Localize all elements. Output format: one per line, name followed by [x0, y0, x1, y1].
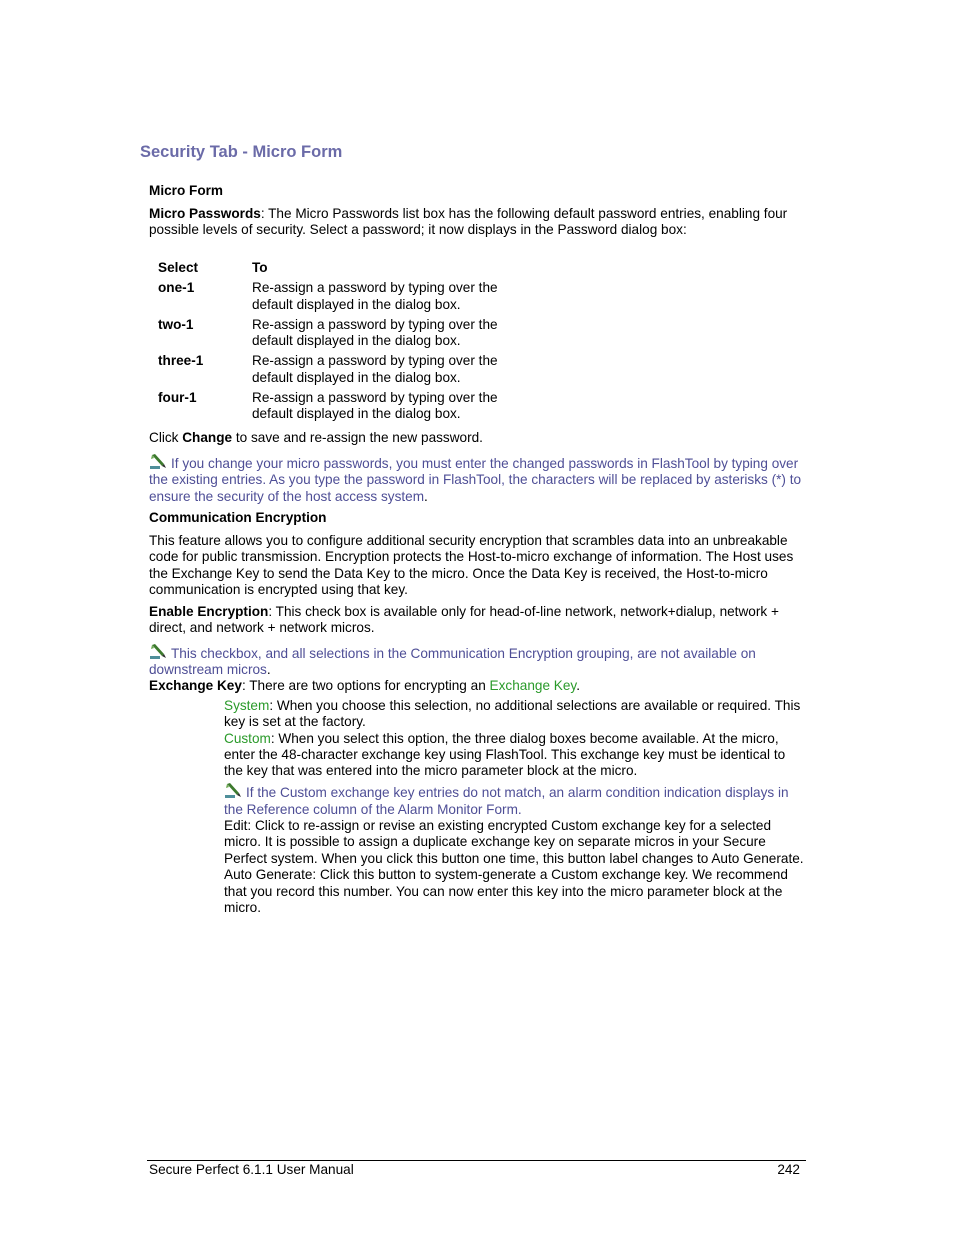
note-pen-icon	[149, 643, 168, 660]
custom-option	[224, 731, 804, 780]
exchange-key-text: : There are two options for encrypting an	[241, 678, 490, 693]
custom-link[interactable]: Custom	[224, 730, 271, 746]
system-link[interactable]: System	[224, 698, 270, 713]
enable-encryption-text: : This check box is available only for head-of-line network, network+dialup, network + direct, and network + network micros.	[149, 604, 779, 636]
table-row	[158, 390, 518, 423]
click-change-pre: Click	[149, 430, 183, 445]
micro-form-heading: Micro Form	[149, 183, 224, 198]
note-pen-icon	[149, 453, 168, 470]
password-table	[158, 260, 518, 423]
table-cell-select: one-1	[158, 280, 195, 296]
note-1-text: If you change your micro passwords, you must enter the changed passwords in FlashTool by typing over the existing entries. As you type the password in FlashTool, the characters will be replaced by asterisks (*) to ensure the security of the host access system	[149, 456, 802, 504]
exchange-key-end: .	[576, 678, 580, 693]
table-cell-select: two-1	[158, 316, 194, 332]
micro-passwords-text: : The Micro Passwords list box has the following default password entries, enabling four possible levels of security. Select a password; it now displays in the Password dialog box:	[149, 206, 788, 238]
enable-encryption-paragraph	[149, 604, 809, 637]
auto-generate-description: Auto Generate: Click this button to system-generate a Custom exchange key. We recommend that you record this number. You can now enter this key into the micro parameter block at the micro.	[224, 867, 788, 916]
note-3	[224, 782, 804, 818]
note-1-end: .	[424, 488, 428, 504]
exchange-key-paragraph	[149, 678, 809, 694]
table-cell-to: Re-assign a password by typing over the default displayed in the dialog box.	[252, 316, 498, 349]
table-cell-select: four-1	[158, 390, 197, 406]
note-1	[149, 453, 809, 505]
footer-manual-title: Secure Perfect 6.1.1 User Manual	[149, 1162, 354, 1177]
table-row	[158, 317, 518, 350]
table-header-select: Select	[158, 260, 199, 275]
system-option	[224, 698, 804, 731]
table-row	[158, 280, 518, 313]
table-header-row	[158, 260, 518, 276]
page-title: Security Tab - Micro Form	[140, 143, 343, 161]
communication-encryption-heading: Communication Encryption	[149, 510, 327, 525]
table-cell-to: Re-assign a password by typing over the default displayed in the dialog box.	[252, 280, 498, 312]
enable-encryption-label: Enable Encryption	[149, 604, 269, 619]
exchange-key-label: Exchange Key	[149, 678, 242, 693]
note-2-text: This checkbox, and all selections in the Communication Encryption grouping, are not available on downstream micros	[149, 646, 756, 678]
footer-divider	[147, 1160, 806, 1161]
edit-description: Edit: Click to re-assign or revise an existing encrypted Custom exchange key for a selected micro. It is possible to assign a duplicate exchange key on separate micros in your Secure Perfect system. When you click this button one time, this button label changes to Auto Generate.	[224, 818, 804, 866]
table-cell-select: three-1	[158, 353, 204, 369]
note-2-end: .	[266, 662, 271, 678]
note-2	[149, 643, 809, 679]
table-row	[158, 353, 518, 386]
click-change-post: to save and re-assign the new password.	[232, 430, 483, 445]
communication-encryption-paragraph: This feature allows you to configure additional security encryption that scrambles data into an unbreakable code for public transmission. Encryption protects the Host-to-micro exchange of information. The Host uses the Exchange Key to send the Data Key to the micro. Once the Data Key is received, the Host-to-micro communication is encrypted using that key.	[149, 533, 794, 597]
table-header-to: To	[252, 260, 268, 275]
exchange-key-link[interactable]: Exchange Key	[489, 678, 577, 693]
table-cell-to: Re-assign a password by typing over the default displayed in the dialog box.	[252, 353, 498, 385]
note-pen-icon	[224, 782, 243, 799]
exchange-key-options	[224, 698, 804, 916]
change-button-ref: Change	[182, 430, 233, 445]
note-3-text: If the Custom exchange key entries do not match, an alarm condition indication displays in the Reference column of the Alarm Monitor Form.	[224, 785, 789, 817]
footer-page-number: 242	[777, 1162, 800, 1177]
system-text: : When you choose this selection, no additional selections are available or required. This key is set at the factory.	[224, 698, 801, 730]
table-cell-to: Re-assign a password by typing over the default displayed in the dialog box.	[252, 390, 498, 422]
micro-passwords-paragraph	[149, 206, 809, 239]
micro-passwords-label: Micro Passwords	[149, 206, 261, 221]
click-change-paragraph	[149, 430, 809, 446]
custom-text: : When you select this option, the three dialog boxes become available. At the micro, enter the 48-character exchange key using FlashTool. This exchange key must be identical to the key that was entered into the micro parameter block at the micro.	[224, 730, 786, 779]
